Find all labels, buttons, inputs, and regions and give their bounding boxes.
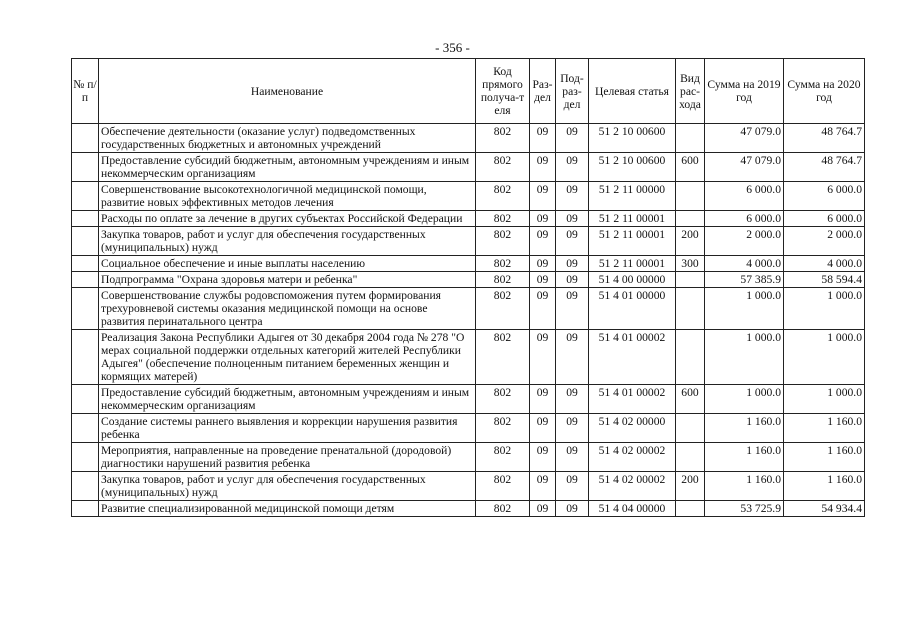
cell-sum-2019: 1 160.0 <box>705 472 784 501</box>
cell-sum-2020: 48 764.7 <box>784 124 865 153</box>
table-row <box>72 472 865 501</box>
cell-subsection: 09 <box>556 385 589 414</box>
cell-sum-2019: 1 160.0 <box>705 443 784 472</box>
cell-sum-2019: 47 079.0 <box>705 153 784 182</box>
cell-sum-2020: 4 000.0 <box>784 256 865 272</box>
cell-sum-2019: 1 000.0 <box>705 330 784 385</box>
cell-code: 802 <box>476 385 530 414</box>
cell-name: Предоставление субсидий бюджетным, автономным учреждениям и иным некоммерческим организациям <box>99 385 476 414</box>
cell-num <box>72 330 99 385</box>
table-row <box>72 414 865 443</box>
header-num: № п/п <box>72 59 99 124</box>
cell-section: 09 <box>530 153 556 182</box>
cell-code: 802 <box>476 472 530 501</box>
cell-sum-2019: 53 725.9 <box>705 501 784 517</box>
cell-sum-2019: 1 160.0 <box>705 414 784 443</box>
cell-sum-2020: 1 160.0 <box>784 472 865 501</box>
cell-expense-type <box>676 272 705 288</box>
cell-subsection: 09 <box>556 443 589 472</box>
cell-sum-2019: 1 000.0 <box>705 288 784 330</box>
cell-num <box>72 288 99 330</box>
cell-name: Обеспечение деятельности (оказание услуг) подведомственных государственных бюджетных и автономных учреждений <box>99 124 476 153</box>
cell-num <box>72 124 99 153</box>
cell-subsection: 09 <box>556 330 589 385</box>
header-section: Раз-дел <box>530 59 556 124</box>
cell-subsection: 09 <box>556 227 589 256</box>
cell-sum-2020: 2 000.0 <box>784 227 865 256</box>
cell-section: 09 <box>530 227 556 256</box>
cell-name: Подпрограмма "Охрана здоровья матери и ребенка" <box>99 272 476 288</box>
cell-subsection: 09 <box>556 288 589 330</box>
cell-subsection: 09 <box>556 182 589 211</box>
cell-name: Совершенствование службы родовспоможения путем формирования трехуровневой системы оказания медицинской помощи на основе развития перинатального центра <box>99 288 476 330</box>
table-row <box>72 153 865 182</box>
cell-section: 09 <box>530 272 556 288</box>
cell-code: 802 <box>476 211 530 227</box>
cell-sum-2019: 6 000.0 <box>705 211 784 227</box>
cell-section: 09 <box>530 501 556 517</box>
cell-article: 51 2 11 00001 <box>589 256 676 272</box>
table-header-row <box>72 59 865 124</box>
header-expense-type: Вид рас-хода <box>676 59 705 124</box>
cell-name: Развитие специализированной медицинской помощи детям <box>99 501 476 517</box>
header-sum-2020: Сумма на 2020 год <box>784 59 865 124</box>
table-row <box>72 211 865 227</box>
cell-sum-2020: 1 000.0 <box>784 330 865 385</box>
header-name: Наименование <box>99 59 476 124</box>
table-row <box>72 182 865 211</box>
cell-sum-2019: 4 000.0 <box>705 256 784 272</box>
cell-article: 51 4 02 00002 <box>589 443 676 472</box>
cell-name: Социальное обеспечение и иные выплаты населению <box>99 256 476 272</box>
cell-num <box>72 443 99 472</box>
table-row <box>72 227 865 256</box>
cell-sum-2020: 1 000.0 <box>784 288 865 330</box>
cell-article: 51 2 11 00001 <box>589 227 676 256</box>
cell-subsection: 09 <box>556 256 589 272</box>
cell-num <box>72 182 99 211</box>
cell-code: 802 <box>476 414 530 443</box>
cell-num <box>72 272 99 288</box>
cell-section: 09 <box>530 288 556 330</box>
table-row <box>72 443 865 472</box>
cell-subsection: 09 <box>556 211 589 227</box>
cell-num <box>72 153 99 182</box>
cell-section: 09 <box>530 443 556 472</box>
budget-table <box>71 58 865 517</box>
cell-expense-type <box>676 182 705 211</box>
cell-name: Реализация Закона Республики Адыгея от 30 декабря 2004 года № 278 "О мерах социальной поддержки отдельных категорий жителей Республики Адыгея" (обеспечение полноценным питанием беременных женщин и кормящих матерей) <box>99 330 476 385</box>
cell-expense-type: 600 <box>676 385 705 414</box>
cell-section: 09 <box>530 414 556 443</box>
cell-expense-type <box>676 443 705 472</box>
table-row <box>72 124 865 153</box>
header-code: Код прямого получа-т еля <box>476 59 530 124</box>
cell-name: Совершенствование высокотехнологичной медицинской помощи, развитие новых эффективных методов лечения <box>99 182 476 211</box>
cell-subsection: 09 <box>556 272 589 288</box>
cell-sum-2020: 6 000.0 <box>784 211 865 227</box>
cell-article: 51 2 10 00600 <box>589 124 676 153</box>
cell-sum-2019: 57 385.9 <box>705 272 784 288</box>
cell-num <box>72 472 99 501</box>
table-row <box>72 501 865 517</box>
cell-code: 802 <box>476 288 530 330</box>
header-sum-2019: Сумма на 2019 год <box>705 59 784 124</box>
table-row <box>72 330 865 385</box>
cell-code: 802 <box>476 501 530 517</box>
cell-sum-2020: 1 000.0 <box>784 385 865 414</box>
table-body <box>72 124 865 517</box>
cell-num <box>72 501 99 517</box>
cell-code: 802 <box>476 182 530 211</box>
cell-name: Предоставление субсидий бюджетным, автономным учреждениям и иным некоммерческим организациям <box>99 153 476 182</box>
cell-name: Закупка товаров, работ и услуг для обеспечения государственных (муниципальных) нужд <box>99 472 476 501</box>
cell-subsection: 09 <box>556 472 589 501</box>
cell-expense-type <box>676 288 705 330</box>
cell-name: Расходы по оплате за лечение в других субъектах Российской Федерации <box>99 211 476 227</box>
page-number: - 356 - <box>435 40 470 55</box>
cell-num <box>72 211 99 227</box>
cell-name: Создание системы раннего выявления и коррекции нарушения развития ребенка <box>99 414 476 443</box>
cell-article: 51 4 01 00000 <box>589 288 676 330</box>
cell-article: 51 4 01 00002 <box>589 330 676 385</box>
cell-code: 802 <box>476 124 530 153</box>
cell-section: 09 <box>530 330 556 385</box>
cell-sum-2019: 47 079.0 <box>705 124 784 153</box>
cell-num <box>72 385 99 414</box>
cell-code: 802 <box>476 443 530 472</box>
table-row <box>72 256 865 272</box>
cell-sum-2020: 54 934.4 <box>784 501 865 517</box>
cell-section: 09 <box>530 211 556 227</box>
cell-code: 802 <box>476 153 530 182</box>
table-row <box>72 272 865 288</box>
table-row <box>72 288 865 330</box>
cell-sum-2020: 58 594.4 <box>784 272 865 288</box>
cell-expense-type <box>676 124 705 153</box>
table-row <box>72 385 865 414</box>
cell-name: Мероприятия, направленные на проведение пренатальной (дородовой) диагностики нарушений развития ребенка <box>99 443 476 472</box>
cell-code: 802 <box>476 256 530 272</box>
cell-article: 51 4 02 00002 <box>589 472 676 501</box>
header-subsection: Под-раз-дел <box>556 59 589 124</box>
cell-expense-type: 300 <box>676 256 705 272</box>
cell-expense-type <box>676 501 705 517</box>
cell-section: 09 <box>530 124 556 153</box>
cell-code: 802 <box>476 227 530 256</box>
cell-section: 09 <box>530 472 556 501</box>
cell-code: 802 <box>476 330 530 385</box>
cell-subsection: 09 <box>556 414 589 443</box>
cell-num <box>72 414 99 443</box>
cell-name: Закупка товаров, работ и услуг для обеспечения государственных (муниципальных) нужд <box>99 227 476 256</box>
cell-sum-2019: 2 000.0 <box>705 227 784 256</box>
cell-section: 09 <box>530 256 556 272</box>
cell-code: 802 <box>476 272 530 288</box>
cell-article: 51 2 11 00001 <box>589 211 676 227</box>
cell-sum-2020: 1 160.0 <box>784 414 865 443</box>
cell-sum-2020: 1 160.0 <box>784 443 865 472</box>
cell-sum-2020: 6 000.0 <box>784 182 865 211</box>
cell-expense-type <box>676 330 705 385</box>
cell-section: 09 <box>530 182 556 211</box>
cell-article: 51 4 04 00000 <box>589 501 676 517</box>
cell-expense-type <box>676 414 705 443</box>
cell-num <box>72 227 99 256</box>
cell-num <box>72 256 99 272</box>
cell-subsection: 09 <box>556 153 589 182</box>
cell-article: 51 4 01 00002 <box>589 385 676 414</box>
cell-subsection: 09 <box>556 124 589 153</box>
cell-expense-type: 600 <box>676 153 705 182</box>
header-article: Целевая статья <box>589 59 676 124</box>
cell-subsection: 09 <box>556 501 589 517</box>
cell-expense-type <box>676 211 705 227</box>
cell-expense-type: 200 <box>676 472 705 501</box>
cell-sum-2019: 1 000.0 <box>705 385 784 414</box>
cell-article: 51 2 10 00600 <box>589 153 676 182</box>
cell-sum-2020: 48 764.7 <box>784 153 865 182</box>
cell-article: 51 4 02 00000 <box>589 414 676 443</box>
cell-section: 09 <box>530 385 556 414</box>
cell-article: 51 2 11 00000 <box>589 182 676 211</box>
cell-expense-type: 200 <box>676 227 705 256</box>
cell-sum-2019: 6 000.0 <box>705 182 784 211</box>
cell-article: 51 4 00 00000 <box>589 272 676 288</box>
